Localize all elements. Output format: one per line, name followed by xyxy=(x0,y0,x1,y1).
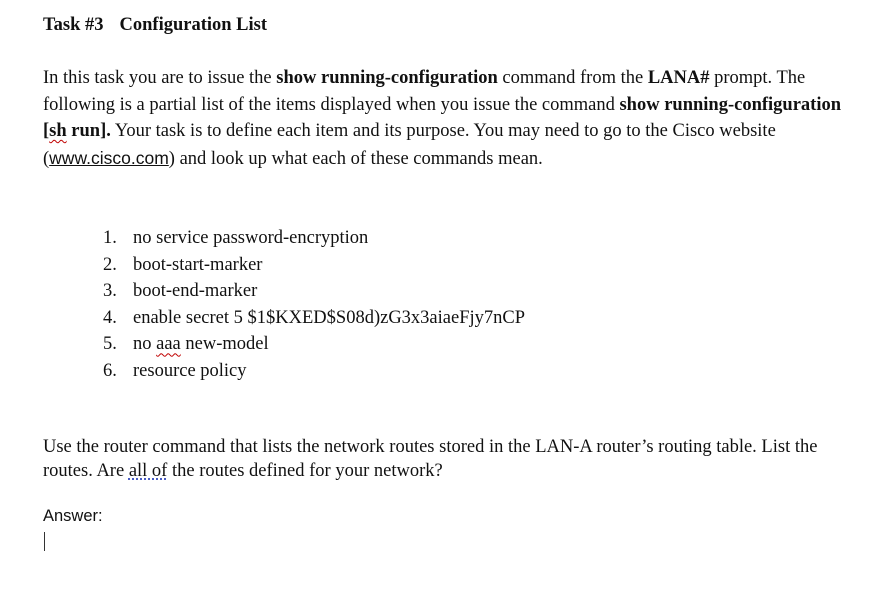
item-text: boot-end-marker xyxy=(133,281,258,302)
intro-text: command from the xyxy=(497,68,648,88)
bracket-open: [ xyxy=(43,121,50,142)
command-text: show running-configuration xyxy=(276,68,498,88)
task-title: Configuration List xyxy=(119,15,268,35)
task-heading xyxy=(43,15,267,36)
item-number: 5. xyxy=(103,334,117,355)
misspelled-word: aaa xyxy=(156,334,181,355)
item-number: 6. xyxy=(103,360,117,381)
task-number: Task #3 xyxy=(43,15,104,35)
abbreviation-run: run xyxy=(71,121,101,142)
question-text: Use the router command that lists the network routes stored in the LAN-A router’s routing table. List the routes. Are xyxy=(43,437,818,481)
item-text: no xyxy=(133,334,157,355)
item-text: boot-start-marker xyxy=(133,254,263,275)
item-number: 2. xyxy=(103,254,117,275)
list-item xyxy=(103,331,525,358)
item-text: enable secret 5 $1$KXED$S08d)zG3x3aiaeFjy7nCP xyxy=(133,307,526,328)
text-cursor[interactable] xyxy=(44,532,45,551)
grammar-flagged-text: all of xyxy=(128,460,168,481)
list-item xyxy=(103,225,525,252)
abbreviation-sh: sh xyxy=(49,121,67,142)
list-item xyxy=(103,252,525,279)
intro-text: In this task you are to issue the xyxy=(43,68,277,88)
intro-text: Your task is to define each item and its purpose. You may need to go to the Cisco website ( xyxy=(43,121,776,169)
intro-paragraph xyxy=(43,65,843,172)
item-number: 4. xyxy=(103,307,117,328)
config-item-list xyxy=(103,225,525,385)
item-text: new-model xyxy=(180,334,269,355)
list-item xyxy=(103,278,525,305)
item-text: no service password-encryption xyxy=(133,228,369,248)
list-item xyxy=(103,305,525,332)
command-text: show running-configuration xyxy=(619,94,842,115)
cisco-link[interactable]: www.cisco.com xyxy=(49,147,169,168)
item-text: resource policy xyxy=(133,360,247,381)
bracket-close: ]. xyxy=(100,121,111,142)
prompt-text: LANA# xyxy=(647,68,710,88)
answer-label: Answer: xyxy=(43,507,103,525)
intro-text: ) and look up what each of these commands mean. xyxy=(168,148,543,169)
question-text: the routes defined for your network? xyxy=(167,460,443,481)
item-number: 3. xyxy=(103,281,117,302)
question-paragraph xyxy=(43,436,863,483)
item-number: 1. xyxy=(103,228,117,248)
list-item xyxy=(103,358,525,385)
intro-text: prompt. The following is a partial list of the items displayed when you issue the command xyxy=(43,68,806,115)
